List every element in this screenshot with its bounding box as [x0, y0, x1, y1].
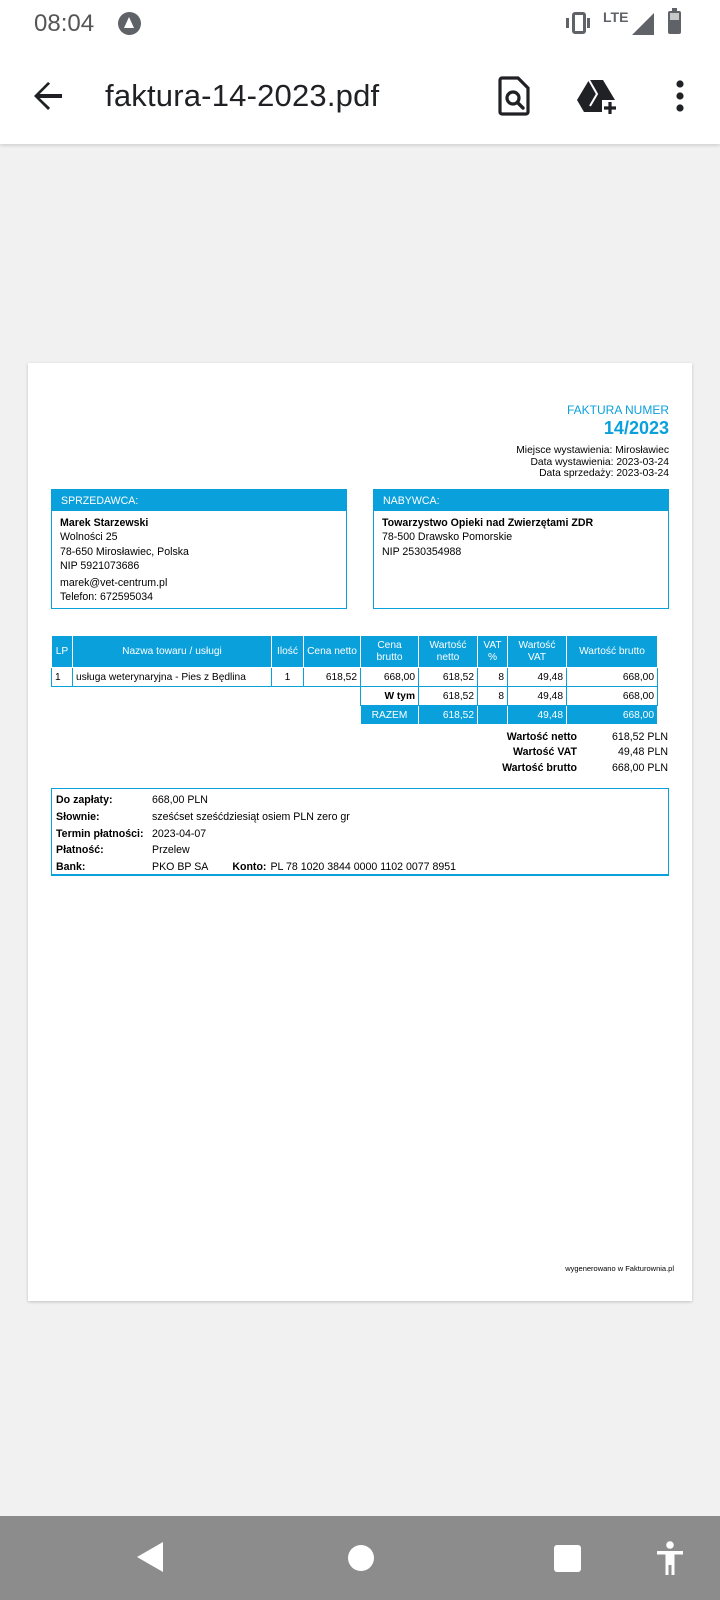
col-gross-value: Wartość brutto	[567, 636, 658, 668]
pdf-page[interactable]	[28, 363, 692, 1301]
col-qty: Ilość	[272, 636, 304, 668]
row-name: usługa weterynaryjna - Pies z Będlina	[73, 668, 272, 687]
col-net-value: Wartość netto	[419, 636, 478, 668]
total-gross: 668,00 PLN	[612, 761, 668, 774]
account-number: PL 78 1020 3844 0000 1102 0077 8951	[270, 861, 457, 874]
razem-gross: 668,00	[567, 706, 658, 725]
table-header-row	[52, 636, 658, 668]
razem-vat-value: 49,48	[508, 706, 567, 725]
buyer-nip: NIP 2530354988	[382, 545, 462, 558]
account-label: Konto:	[232, 861, 267, 874]
row-net-price: 618,52	[304, 668, 361, 687]
row-vat-value: 49,48	[508, 668, 567, 687]
home-nav-icon[interactable]	[348, 1545, 374, 1571]
invoice-number: 14/2023	[603, 418, 669, 438]
totals-summary	[502, 730, 668, 776]
w-tym-label: W tym	[361, 687, 419, 706]
seller-label: SPRZEDAWCA:	[52, 490, 346, 511]
col-name: Nazwa towaru / usługi	[73, 636, 272, 668]
notification-icon	[118, 12, 141, 35]
razem-row	[52, 706, 658, 725]
status-time: 08:04	[34, 10, 95, 37]
generated-by-footer: wygenerowano w Fakturownia.pl	[565, 1264, 674, 1273]
buyer-label: NABYWCA:	[374, 490, 668, 511]
back-arrow-icon[interactable]	[24, 72, 72, 120]
total-net: 618,52 PLN	[612, 731, 668, 743]
invoice-number-label: FAKTURA NUMER	[566, 403, 669, 417]
bank-label: Bank:	[56, 861, 86, 874]
payment-method: Przelew	[152, 844, 190, 857]
razem-label: RAZEM	[361, 706, 419, 725]
vibrate-icon	[572, 12, 586, 34]
total-vat-label: Wartość VAT	[513, 746, 577, 759]
seller-name: Marek Starzewski	[60, 517, 149, 529]
col-vat-value: Wartość VAT	[508, 636, 567, 668]
add-to-drive-icon[interactable]	[572, 72, 620, 120]
seller-street: Wolności 25	[60, 531, 118, 544]
accessibility-icon[interactable]	[655, 1540, 685, 1576]
battery-icon	[668, 11, 681, 34]
find-in-document-icon[interactable]	[490, 72, 538, 120]
row-gross-value: 668,00	[567, 668, 658, 687]
row-vat: 8	[478, 668, 508, 687]
items-table	[51, 635, 658, 725]
total-gross-label: Wartość brutto	[502, 761, 577, 774]
col-vat: VAT %	[478, 636, 508, 668]
razem-net: 618,52	[419, 706, 478, 725]
status-bar	[0, 0, 720, 48]
w-tym-vat: 8	[478, 687, 508, 706]
w-tym-row	[52, 687, 658, 706]
invoice-header	[567, 403, 669, 439]
due-amount: 668,00 PLN	[152, 794, 208, 806]
row-qty: 1	[272, 668, 304, 687]
app-bar	[0, 48, 720, 144]
bank-name: PKO BP SA	[152, 861, 209, 874]
total-net-label: Wartość netto	[506, 731, 577, 743]
more-vert-icon[interactable]	[656, 72, 704, 120]
seller-box	[51, 489, 347, 609]
seller-email: marek@vet-centrum.pl	[60, 576, 168, 589]
sale-date: Data sprzedaży: 2023-03-24	[539, 468, 669, 479]
payment-term: 2023-04-07	[152, 827, 207, 840]
method-label: Płatność:	[56, 844, 104, 857]
seller-city: 78-650 Mirosławiec, Polska	[60, 545, 189, 558]
words-label: Słownie:	[56, 810, 100, 823]
seller-phone: Telefon: 672595034	[60, 591, 154, 604]
invoice-meta	[516, 445, 669, 480]
term-label: Termin płatności:	[56, 827, 144, 840]
seller-nip: NIP 5921073686	[60, 560, 140, 573]
signal-icon	[632, 13, 654, 35]
payment-box	[51, 788, 669, 876]
due-label: Do zapłaty:	[56, 794, 113, 806]
document-title: faktura-14-2023.pdf	[105, 78, 380, 113]
table-row	[52, 668, 658, 687]
w-tym-net: 618,52	[419, 687, 478, 706]
system-nav-bar	[0, 1516, 720, 1600]
col-lp: LP	[52, 636, 73, 668]
network-type-label: LTE	[603, 9, 629, 25]
w-tym-gross: 668,00	[567, 687, 658, 706]
buyer-box	[373, 489, 669, 609]
w-tym-vat-value: 49,48	[508, 687, 567, 706]
col-gross-price: Cena brutto	[361, 636, 419, 668]
total-vat: 49,48 PLN	[617, 746, 668, 759]
buyer-name: Towarzystwo Opieki nad Zwierzętami ZDR	[382, 517, 594, 529]
recents-nav-icon[interactable]	[554, 1545, 581, 1572]
back-nav-icon[interactable]	[137, 1542, 163, 1572]
amount-in-words: sześćset sześćdziesiąt osiem PLN zero gr	[152, 810, 350, 823]
row-gross-price: 668,00	[361, 668, 419, 687]
row-net-value: 618,52	[419, 668, 478, 687]
buyer-city: 78-500 Drawsko Pomorskie	[382, 531, 513, 544]
row-lp: 1	[52, 668, 73, 687]
issue-date: Data wystawienia: 2023-03-24	[530, 456, 669, 468]
col-net-price: Cena netto	[304, 636, 361, 668]
issue-place: Miejsce wystawienia: Mirosławiec	[516, 445, 669, 456]
